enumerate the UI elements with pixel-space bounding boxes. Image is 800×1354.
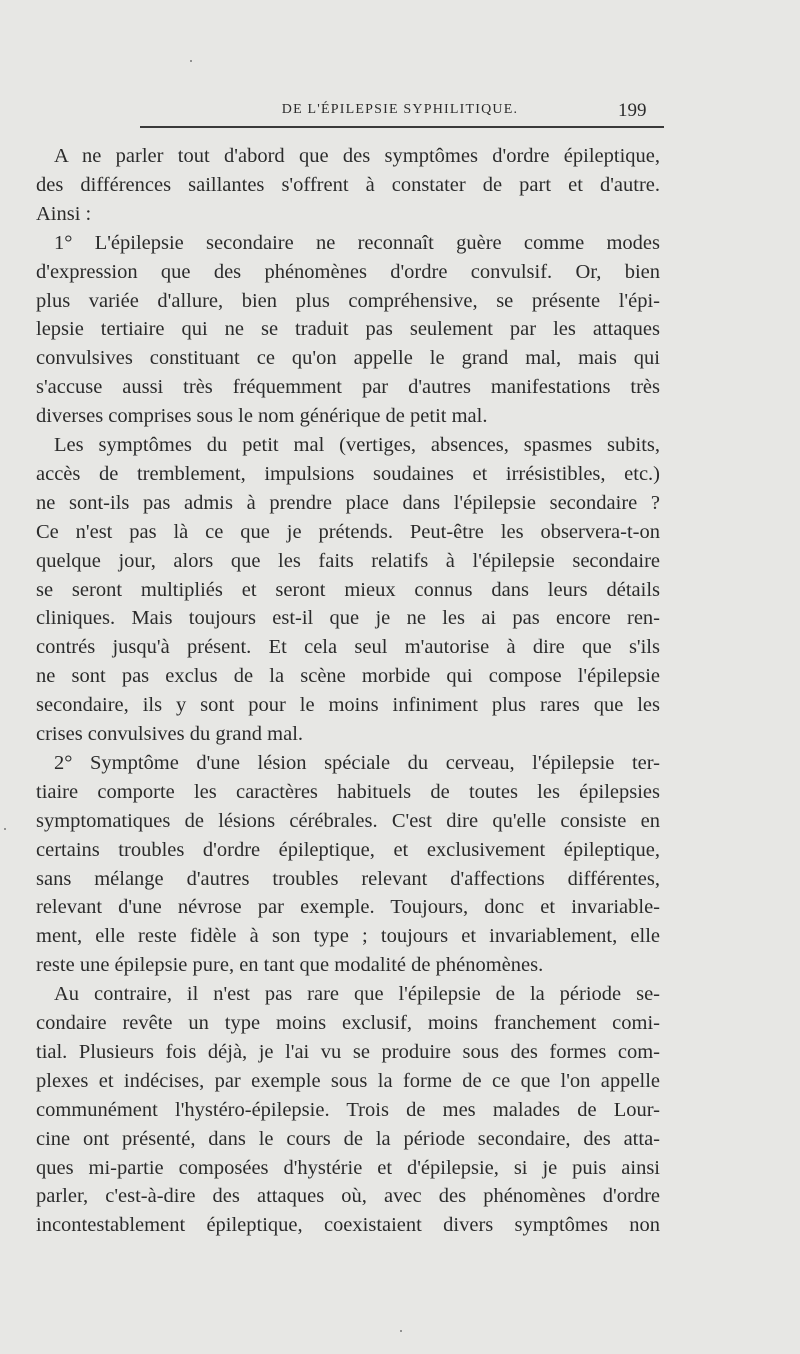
page-header xyxy=(0,100,800,124)
text-line: reste une épilepsie pure, en tant que modalité de phénomènes. xyxy=(36,954,544,977)
paper-speck xyxy=(400,1330,402,1332)
header-rule xyxy=(140,126,664,128)
text-line: incontestablement épileptique, coexistaient divers symptômes non xyxy=(36,1214,660,1237)
text-line: Au contraire, il n'est pas rare que l'épilepsie de la période se- xyxy=(54,983,660,1006)
text-line: sans mélange d'autres troubles relevant d'affections différentes, xyxy=(36,867,660,890)
paper-speck xyxy=(190,60,192,62)
text-line: communément l'hystéro-épilepsie. Trois de mes malades de Lour- xyxy=(36,1098,660,1121)
text-line: s'accuse aussi très fréquemment par d'autres manifestations très xyxy=(36,376,660,399)
text-line: Ainsi : xyxy=(36,202,92,225)
text-line: Les symptômes du petit mal (vertiges, absences, spasmes subits, xyxy=(54,434,660,456)
text-line: condaire revête un type moins exclusif, moins franchement comi- xyxy=(36,1012,660,1034)
text-line: parler, c'est-à-dire des attaques où, avec des phénomènes d'ordre xyxy=(36,1185,660,1208)
text-line: ne sont pas exclus de la scène morbide qui compose l'épilepsie xyxy=(36,665,660,688)
text-line: crises convulsives du grand mal. xyxy=(36,723,304,745)
text-line: ques mi-partie composées d'hystérie et d'épilepsie, si je puis ainsi xyxy=(36,1156,660,1179)
page-number: 199 xyxy=(618,100,647,121)
text-line: plus variée d'allure, bien plus compréhensive, se présente l'épi- xyxy=(36,289,660,312)
text-line: 2° Symptôme d'une lésion spéciale du cerveau, l'épilepsie ter- xyxy=(54,751,660,774)
text-line: plexes et indécises, par exemple sous la forme de ce que l'on appelle xyxy=(36,1069,660,1092)
text-line: tiaire comporte les caractères habituels de toutes les épilepsies xyxy=(36,780,660,803)
text-line: convulsives constituant ce qu'on appelle le grand mal, mais qui xyxy=(36,347,660,370)
text-line: se seront multipliés et seront mieux connus dans leurs détails xyxy=(36,578,660,601)
text-line: certains troubles d'ordre épileptique, et exclusivement épileptique, xyxy=(36,838,660,861)
text-line: 1° L'épilepsie secondaire ne reconnaît guère comme modes xyxy=(54,231,660,254)
paper-speck xyxy=(4,828,6,830)
text-line: quelque jour, alors que les faits relatifs à l'épilepsie secondaire xyxy=(36,549,660,572)
text-line: diverses comprises sous le nom générique de petit mal. xyxy=(36,405,488,428)
text-line: cliniques. Mais toujours est-il que je ne les ai pas encore ren- xyxy=(36,607,660,630)
text-line: cine ont présenté, dans le cours de la période secondaire, des atta- xyxy=(36,1127,660,1150)
text-line: Ce n'est pas là ce que je prétends. Peut-être les observera-t-on xyxy=(36,520,660,543)
text-line: symptomatiques de lésions cérébrales. C'est dire qu'elle consiste en xyxy=(36,809,660,832)
text-line: relevant d'une névrose par exemple. Toujours, donc et invariable- xyxy=(36,896,660,919)
text-line: d'expression que des phénomènes d'ordre convulsif. Or, bien xyxy=(36,260,660,283)
text-line: A ne parler tout d'abord que des symptômes d'ordre épileptique, xyxy=(54,145,660,167)
text-line: ne sont-ils pas admis à prendre place dans l'épilepsie secondaire ? xyxy=(36,491,660,514)
text-line: lepsie tertiaire qui ne se traduit pas seulement par les attaques xyxy=(36,318,660,341)
text-line: des différences saillantes s'offrent à constater de part et d'autre. xyxy=(36,173,660,196)
text-line: secondaire, ils y sont pour le moins infiniment plus rares que les xyxy=(36,694,660,717)
text-line: accès de tremblement, impulsions soudaines et irrésistibles, etc.) xyxy=(36,462,660,485)
text-line: contrés jusqu'à présent. Et cela seul m'autorise à dire que s'ils xyxy=(36,636,660,659)
running-head: DE L'ÉPILEPSIE SYPHILITIQUE. xyxy=(281,102,519,117)
text-line: tial. Plusieurs fois déjà, je l'ai vu se produire sous des formes com- xyxy=(36,1040,660,1063)
text-line: ment, elle reste fidèle à son type ; toujours et invariablement, elle xyxy=(36,925,660,948)
